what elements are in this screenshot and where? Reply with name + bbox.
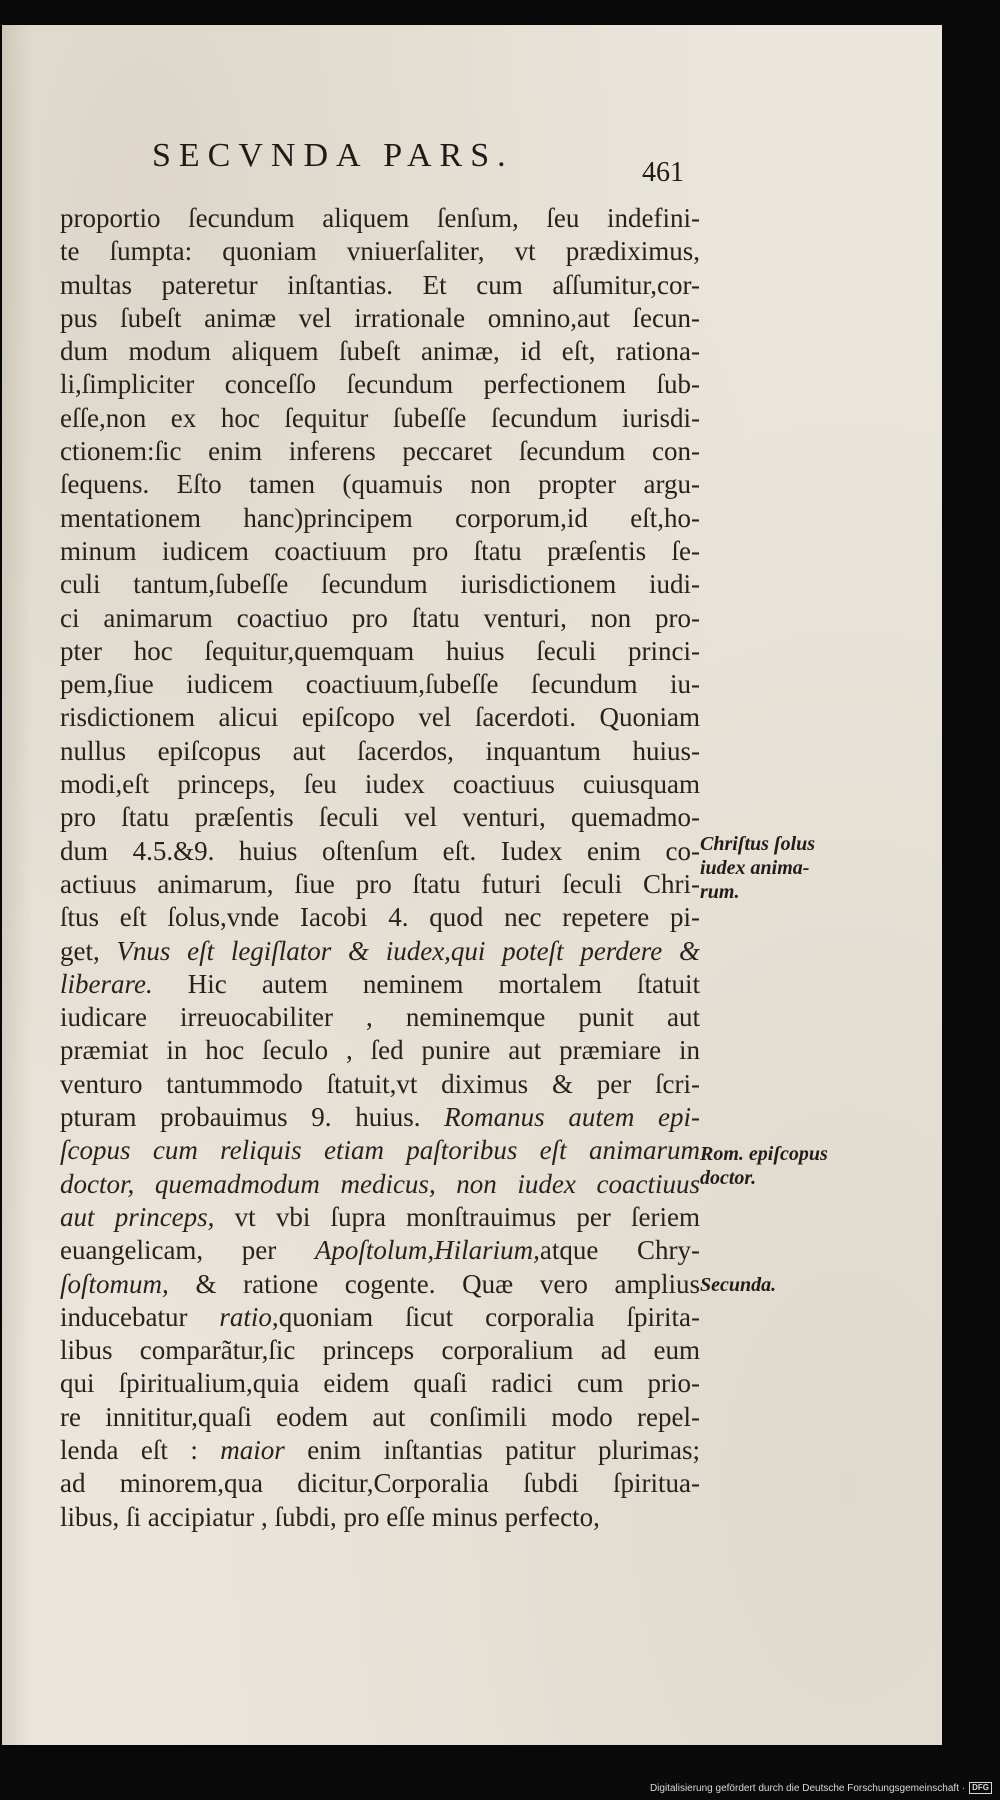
roman-span: iudicare irreuocabiliter , neminemque punit aut <box>60 1002 700 1033</box>
text-line <box>60 502 700 535</box>
text-line <box>60 468 700 501</box>
roman-span: culi tantum,ſubeſſe ſecundum iurisdictionem iudi- <box>60 569 700 600</box>
text-line <box>60 335 700 368</box>
text-line <box>60 1234 700 1267</box>
text-line <box>60 1168 700 1201</box>
credit-text: Digitalisierung gefördert durch die Deutsche Forschungsgemeinschaft · <box>649 1782 966 1794</box>
text-line <box>60 202 700 235</box>
italic-span: liberare. <box>60 968 153 999</box>
marginal-note-line: iudex anima- <box>700 857 810 879</box>
italic-span: doctor, quemadmodum medicus, non iudex coactiuus <box>60 1168 700 1199</box>
text-line <box>60 635 700 668</box>
text-line <box>60 1467 700 1500</box>
text-line <box>60 368 700 401</box>
text-line <box>60 901 700 934</box>
roman-span: atque Chry- <box>539 1235 700 1266</box>
text-line <box>60 302 700 335</box>
roman-span: Hic autem neminem mortalem ſtatuit <box>152 968 700 999</box>
roman-span: pro ſtatu præſentis ſeculi vel venturi, quemadmo- <box>60 802 700 833</box>
roman-span: libus comparãtur,ſic princeps corporalium ad eum <box>60 1335 700 1366</box>
marginal-note-line: Rom. epiſcopus <box>700 1143 828 1165</box>
text-line <box>60 235 700 268</box>
roman-span: re innititur,quaſi eodem aut conſimili modo repel- <box>60 1401 700 1432</box>
italic-span: ſcopus cum reliquis etiam paſtoribus eſt animarum <box>60 1135 700 1166</box>
digitization-credit <box>650 1782 992 1794</box>
roman-span: pus ſubeſt animæ vel irrationale omnino,aut ſecun- <box>60 302 700 333</box>
text-line <box>60 1034 700 1067</box>
italic-span: maior <box>220 1434 285 1465</box>
roman-span: inducebatur <box>60 1301 220 1332</box>
roman-span: pter hoc ſequitur,quemquam huius ſeculi princi- <box>60 635 700 666</box>
roman-span: venturo tantummodo ſtatuit,vt diximus & per ſcri- <box>60 1068 700 1099</box>
marginal-note-line: Secunda. <box>700 1274 777 1296</box>
marginal-note-secunda <box>700 1273 776 1297</box>
text-line <box>60 968 700 1001</box>
italic-span: ratio, <box>219 1301 279 1332</box>
roman-span: modi,eſt princeps, ſeu iudex coactiuus cuiusquam <box>60 769 700 800</box>
roman-span: vt vbi ſupra monſtrauimus per ſeriem <box>214 1201 700 1232</box>
text-line <box>60 435 700 468</box>
text-line <box>60 1134 700 1167</box>
roman-span: qui ſpiritualium,quia eidem quaſi radici cum prio- <box>60 1368 700 1399</box>
marginal-note-romanus <box>700 1142 828 1190</box>
roman-span: & ratione cogente. Quæ vero amplius <box>168 1268 700 1299</box>
running-title: SECVNDA PARS. <box>152 137 514 174</box>
roman-span: actiuus animarum, ſiue pro ſtatu futuri ſeculi Chri- <box>60 868 700 899</box>
text-line <box>60 735 700 768</box>
roman-span: enim inſtantias patitur plurimas; <box>284 1434 700 1465</box>
roman-span: quoniam ſicut corporalia ſpirita- <box>278 1301 700 1332</box>
text-line <box>60 768 700 801</box>
marginal-note-line: doctor. <box>700 1167 757 1189</box>
marginal-note-line: rum. <box>700 881 740 903</box>
roman-span: li,ſimpliciter conceſſo ſecundum perfectionem ſub- <box>60 369 700 400</box>
text-line <box>60 1268 700 1301</box>
text-line <box>60 402 700 435</box>
italic-span: ſoſtomum, <box>60 1268 169 1299</box>
page-number: 461 <box>642 157 684 188</box>
text-line <box>60 1001 700 1034</box>
text-line <box>60 835 700 868</box>
text-line <box>60 568 700 601</box>
roman-span: multas pateretur inſtantias. Et cum aſſumitur,cor- <box>60 269 700 300</box>
roman-span: eſſe,non ex hoc ſequitur ſubeſſe ſecundum iurisdi- <box>60 402 700 433</box>
roman-span: te ſumpta: quoniam vniuerſaliter, vt prædiximus, <box>60 236 700 267</box>
book-page <box>2 25 942 1745</box>
text-line <box>60 535 700 568</box>
roman-span: lenda eſt : <box>60 1434 221 1465</box>
text-line <box>60 1334 700 1367</box>
text-line <box>60 935 700 968</box>
text-line <box>60 1367 700 1400</box>
text-line <box>60 868 700 901</box>
text-line <box>60 269 700 302</box>
text-line <box>60 668 700 701</box>
marginal-note-christus <box>700 832 815 904</box>
roman-span: ad minorem,qua dicitur,Corporalia ſubdi ſpiritua- <box>60 1468 700 1499</box>
text-line <box>60 801 700 834</box>
roman-span: præmiat in hoc ſeculo , ſed punire aut præmiare in <box>60 1035 700 1066</box>
roman-span: euangelicam, per <box>60 1235 315 1266</box>
italic-span: Vnus eſt legiſlator & iudex,qui poteſt perdere & <box>116 935 700 966</box>
italic-span: Apoſtolum,Hilarium, <box>314 1235 540 1266</box>
roman-span: ci animarum coactiuo pro ſtatu venturi, non pro- <box>60 602 700 633</box>
roman-span: proportio ſecundum aliquem ſenſum, ſeu indefini- <box>60 203 700 233</box>
marginal-note-line: Chriſtus ſolus <box>700 833 816 855</box>
roman-span: libus, ſi accipiatur , ſubdi, pro eſſe minus perfecto, <box>60 1501 600 1532</box>
roman-span: get, <box>60 935 117 966</box>
roman-span: ſtus eſt ſolus,vnde Iacobi 4. quod nec repetere pi- <box>60 902 700 933</box>
roman-span: risdictionem alicui epiſcopo vel ſacerdoti. Quoniam <box>60 702 700 733</box>
text-line <box>60 1068 700 1101</box>
roman-span: nullus epiſcopus aut ſacerdos, inquantum huius- <box>60 735 700 766</box>
text-line <box>60 1501 700 1534</box>
text-line <box>60 1201 700 1234</box>
body-text <box>60 202 700 1534</box>
italic-span: Romanus autem epi- <box>444 1102 700 1133</box>
text-line <box>60 701 700 734</box>
roman-span: pem,ſiue iudicem coactiuum,ſubeſſe ſecundum iu- <box>60 669 700 700</box>
roman-span: dum 4.5.&9. huius oſtenſum eſt. Iudex enim co- <box>60 835 700 866</box>
text-line <box>60 1434 700 1467</box>
italic-span: aut princeps, <box>60 1201 215 1232</box>
roman-span: minum iudicem coactiuum pro ſtatu præſentis ſe- <box>60 535 700 566</box>
text-line <box>60 1301 700 1334</box>
roman-span: pturam probauimus 9. huius. <box>60 1102 445 1133</box>
text-line <box>60 602 700 635</box>
roman-span: ctionem:ſic enim inferens peccaret ſecundum con- <box>60 436 700 467</box>
text-line <box>60 1401 700 1434</box>
roman-span: mentationem hanc)principem corporum,id eſt,ho- <box>60 502 700 533</box>
roman-span: ſequens. Eſto tamen (quamuis non propter argu- <box>60 469 700 500</box>
roman-span: dum modum aliquem ſubeſt animæ, id eſt, rationa- <box>60 336 700 367</box>
text-line <box>60 1101 700 1134</box>
dfg-logo: DFG <box>969 1782 992 1794</box>
